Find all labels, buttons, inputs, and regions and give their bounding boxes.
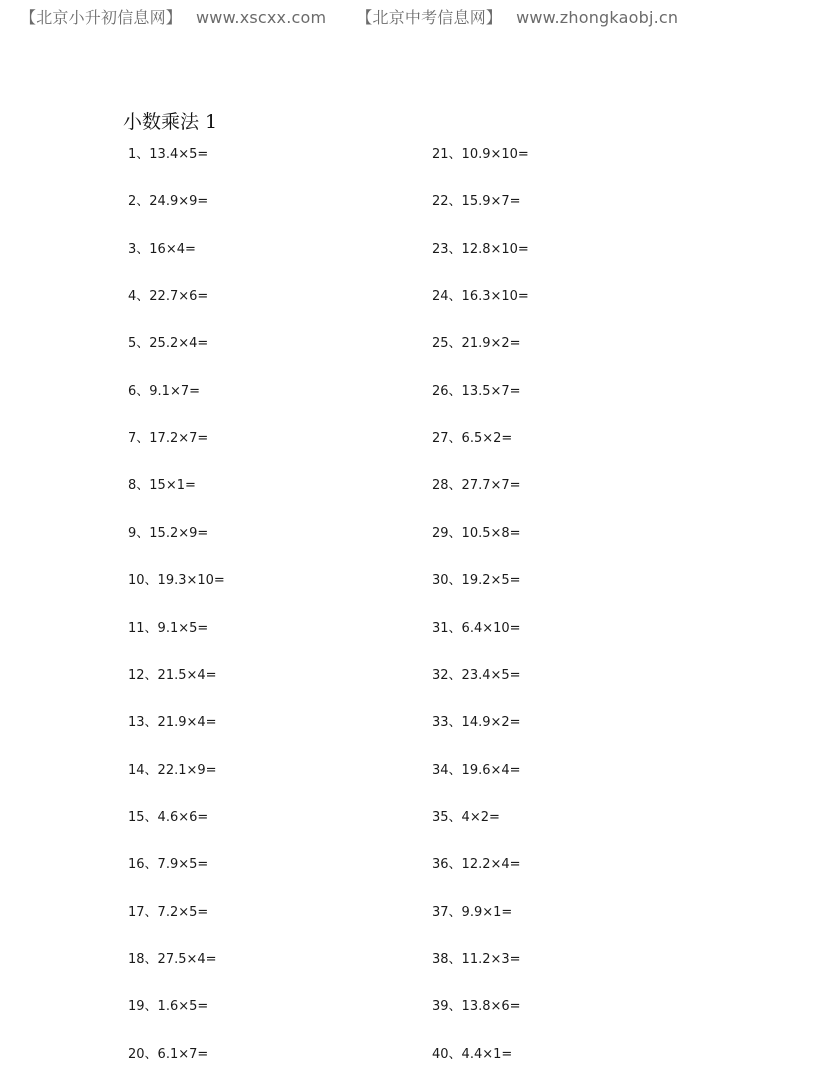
problem-item: 11、9.1×5= [128,621,209,636]
problem-item: 5、25.2×4= [128,336,209,351]
problem-item: 7、17.2×7= [128,431,209,446]
problem-item: 33、14.9×2= [432,715,521,730]
problem-item: 1、13.4×5= [128,147,209,162]
problem-item: 37、9.9×1= [432,905,513,920]
problem-item: 6、9.1×7= [128,384,201,399]
problem-item: 34、19.6×4= [432,763,521,778]
site2-name: 【北京中考信息网】 [356,8,503,27]
problem-item: 40、4.4×1= [432,1047,513,1062]
site1-url-link[interactable]: www.xscxx.com [196,8,327,27]
problem-item: 27、6.5×2= [432,431,513,446]
problem-item: 9、15.2×9= [128,526,209,541]
problem-item: 32、23.4×5= [432,668,521,683]
problem-item: 25、21.9×2= [432,336,521,351]
worksheet-title: 小数乘法 1 [123,111,218,133]
problem-item: 31、6.4×10= [432,621,521,636]
problem-item: 16、7.9×5= [128,857,209,872]
problem-item: 10、19.3×10= [128,573,225,588]
site1-name: 【北京小升初信息网】 [20,8,183,27]
problem-item: 35、4×2= [432,810,500,825]
problem-item: 18、27.5×4= [128,952,217,967]
problem-item: 4、22.7×6= [128,289,209,304]
problem-item: 36、12.2×4= [432,857,521,872]
problem-item: 3、16×4= [128,242,196,257]
problem-item: 12、21.5×4= [128,668,217,683]
problem-item: 26、13.5×7= [432,384,521,399]
problem-item: 17、7.2×5= [128,905,209,920]
problem-item: 19、1.6×5= [128,999,209,1014]
problem-item: 30、19.2×5= [432,573,521,588]
problem-item: 14、22.1×9= [128,763,217,778]
problem-item: 24、16.3×10= [432,289,529,304]
site2-url-link[interactable]: www.zhongkaobj.cn [516,8,679,27]
problem-item: 38、11.2×3= [432,952,521,967]
problem-item: 2、24.9×9= [128,194,209,209]
problem-item: 29、10.5×8= [432,526,521,541]
problem-item: 20、6.1×7= [128,1047,209,1062]
problem-item: 13、21.9×4= [128,715,217,730]
problem-item: 28、27.7×7= [432,478,521,493]
problem-item: 15、4.6×6= [128,810,209,825]
problem-item: 39、13.8×6= [432,999,521,1014]
problem-item: 23、12.8×10= [432,242,529,257]
problem-item: 22、15.9×7= [432,194,521,209]
problem-item: 8、15×1= [128,478,196,493]
problem-item: 21、10.9×10= [432,147,529,162]
